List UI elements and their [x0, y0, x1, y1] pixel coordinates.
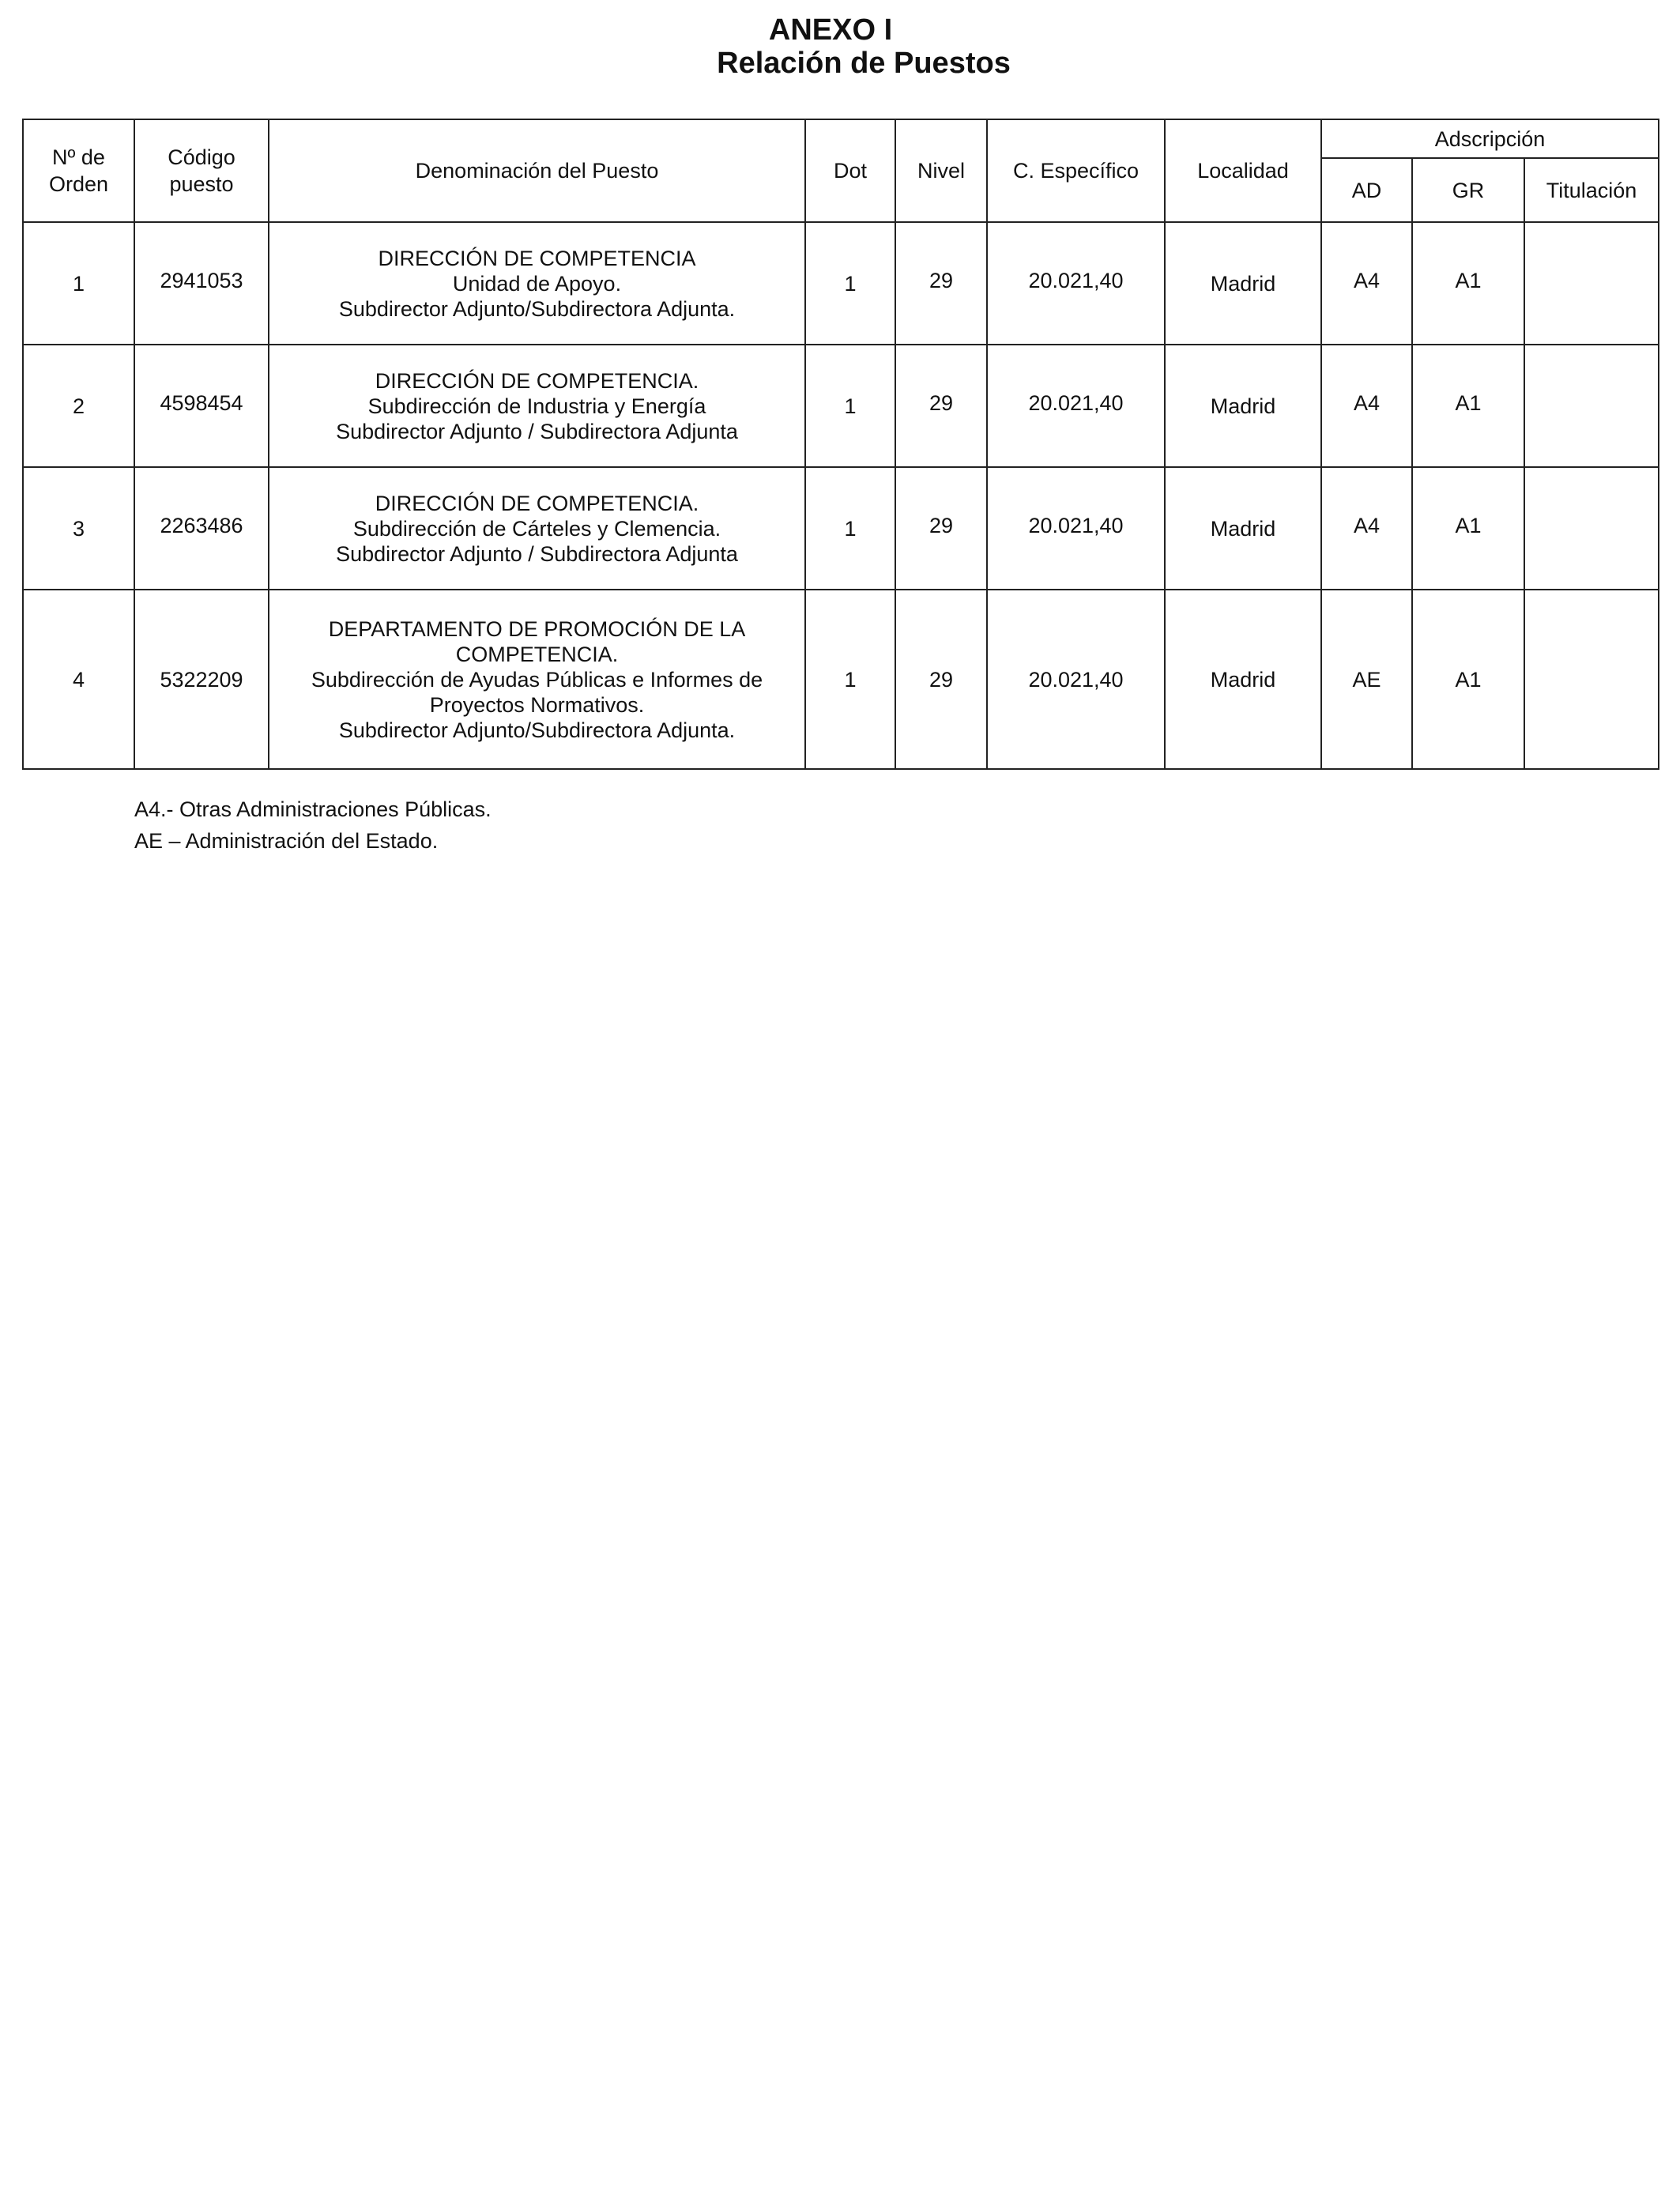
denominacion-line: Unidad de Apoyo.	[452, 271, 622, 296]
cell-gr-text: A1	[1455, 268, 1482, 292]
table-row	[23, 345, 1659, 467]
cell-codigo	[134, 467, 269, 590]
cell-denominacion	[269, 590, 805, 769]
header-gr: GR	[1412, 158, 1524, 222]
denominacion-line: DIRECCIÓN DE COMPETENCIA.	[375, 491, 699, 515]
footnotes	[134, 794, 492, 857]
cell-localidad: Madrid	[1165, 222, 1321, 345]
denominacion-line: Proyectos Normativos.	[429, 692, 645, 717]
table-row	[23, 590, 1659, 769]
header-codigo-line2: puesto	[169, 172, 234, 196]
cell-ad	[1321, 222, 1412, 345]
denominacion-line: Subdirector Adjunto / Subdirectora Adjunta	[336, 541, 738, 566]
header-nivel: Nivel	[895, 119, 987, 222]
cell-nivel: 29	[895, 590, 987, 769]
cell-gr-text: A1	[1455, 390, 1482, 415]
header-orden-line1: Nº de	[52, 145, 105, 169]
cell-nivel-text: 29	[929, 513, 954, 537]
denominacion-line: Subdirección de Ayudas Públicas e Informes de	[311, 667, 763, 692]
denominacion-line: Subdirección de Industria y Energía	[367, 394, 706, 418]
cell-orden: 4	[23, 590, 134, 769]
header-adscripcion: Adscripción	[1321, 119, 1659, 158]
header-codigo	[134, 119, 269, 222]
cell-orden: 3	[23, 467, 134, 590]
cell-ad-text: A4	[1353, 268, 1381, 292]
cell-titulacion	[1524, 222, 1659, 345]
denominacion-line: DIRECCIÓN DE COMPETENCIA	[378, 246, 696, 270]
denominacion-line: Subdirector Adjunto/Subdirectora Adjunta.	[338, 296, 736, 321]
cell-ad: AE	[1321, 590, 1412, 769]
header-denominacion: Denominación del Puesto	[269, 119, 805, 222]
cell-codigo	[134, 345, 269, 467]
cell-codigo-text: 2263486	[160, 513, 243, 537]
cell-localidad: Madrid	[1165, 467, 1321, 590]
cell-titulacion	[1524, 345, 1659, 467]
cell-dot: 1	[805, 590, 895, 769]
cell-dot: 1	[805, 222, 895, 345]
cell-nivel-text: 29	[929, 390, 954, 415]
cell-especifico: 20.021,40	[987, 590, 1165, 769]
cell-especifico-text: 20.021,40	[1028, 513, 1124, 537]
cell-ad-text: A4	[1353, 390, 1381, 415]
cell-especifico	[987, 345, 1165, 467]
denominacion-line: COMPETENCIA.	[455, 642, 619, 666]
denominacion-line: Subdirección de Cárteles y Clemencia.	[352, 516, 721, 541]
cell-gr: A1	[1412, 590, 1524, 769]
cell-titulacion	[1524, 467, 1659, 590]
cell-especifico-text: 20.021,40	[1028, 268, 1124, 292]
cell-dot: 1	[805, 467, 895, 590]
cell-denominacion	[269, 467, 805, 590]
cell-orden: 1	[23, 222, 134, 345]
cell-ad	[1321, 345, 1412, 467]
header-dot: Dot	[805, 119, 895, 222]
cell-nivel-text: 29	[929, 268, 954, 292]
cell-nivel	[895, 345, 987, 467]
cell-nivel	[895, 222, 987, 345]
cell-localidad: Madrid	[1165, 590, 1321, 769]
footnote-ae: AE – Administración del Estado.	[134, 829, 439, 853]
cell-codigo: 5322209	[134, 590, 269, 769]
denominacion-line: Subdirector Adjunto / Subdirectora Adjunta	[336, 419, 738, 443]
cell-gr-text: A1	[1455, 513, 1482, 537]
cell-denominacion	[269, 222, 805, 345]
header-ad: AD	[1321, 158, 1412, 222]
cell-gr	[1412, 345, 1524, 467]
cell-localidad: Madrid	[1165, 345, 1321, 467]
cell-codigo-text: 2941053	[160, 268, 243, 292]
positions-table	[22, 119, 1659, 770]
denominacion-line: DEPARTAMENTO DE PROMOCIÓN DE LA	[328, 616, 746, 641]
cell-ad	[1321, 467, 1412, 590]
header-codigo-line1: Código	[168, 145, 235, 169]
document-title: ANEXO I	[768, 13, 893, 47]
header-especifico: C. Específico	[987, 119, 1165, 222]
cell-codigo-text: 4598454	[160, 390, 243, 415]
footnote-a4: A4.- Otras Administraciones Públicas.	[134, 797, 492, 821]
document-subtitle: Relación de Puestos	[717, 47, 1011, 80]
header-titulacion: Titulación	[1524, 158, 1659, 222]
header-orden	[23, 119, 134, 222]
cell-denominacion	[269, 345, 805, 467]
cell-titulacion	[1524, 590, 1659, 769]
cell-especifico	[987, 467, 1165, 590]
cell-dot: 1	[805, 345, 895, 467]
table-row	[23, 467, 1659, 590]
denominacion-line: DIRECCIÓN DE COMPETENCIA.	[375, 368, 699, 393]
cell-gr	[1412, 467, 1524, 590]
cell-especifico-text: 20.021,40	[1028, 390, 1124, 415]
header-orden-line2: Orden	[48, 172, 109, 196]
header-localidad: Localidad	[1165, 119, 1321, 222]
denominacion-line: Subdirector Adjunto/Subdirectora Adjunta.	[338, 718, 736, 742]
cell-orden: 2	[23, 345, 134, 467]
table-row	[23, 222, 1659, 345]
cell-codigo	[134, 222, 269, 345]
cell-gr	[1412, 222, 1524, 345]
cell-ad-text: A4	[1353, 513, 1381, 537]
cell-nivel	[895, 467, 987, 590]
cell-especifico	[987, 222, 1165, 345]
